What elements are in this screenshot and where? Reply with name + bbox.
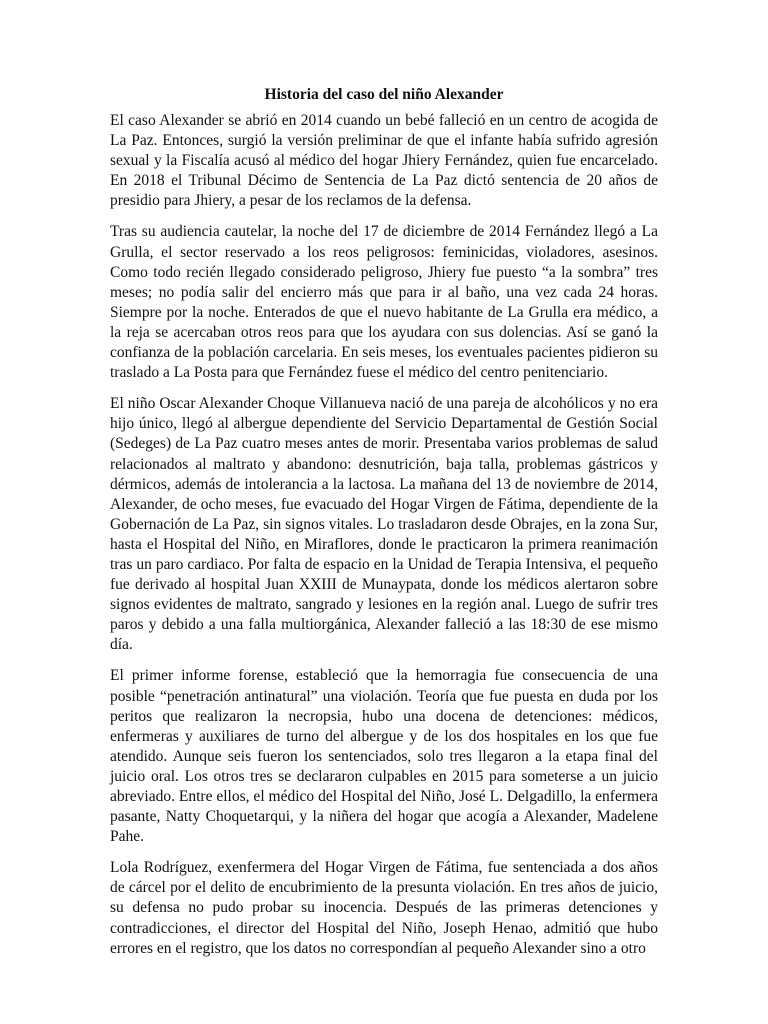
document-title: Historia del caso del niño Alexander: [264, 86, 504, 103]
paragraph-2: Tras su audiencia cautelar, la noche del 17 de diciembre de 2014 Fernández llegó a La Grulla, el sector reservado a los reos peligrosos: feminicidas, violadores, asesinos. Como todo recién llegado considerado peligroso, Jhiery fue puesto “a la sombra” tres meses; no podía salir del encierro más que para ir al baño, una vez cada 24 horas. Siempre por la noche. Enterados de que el nuevo habitante de La Grulla era médico, a la reja se acercaban otros reos para que los ayudara con sus dolencias. Así se ganó la confianza de la población carcelaria. En seis meses, los eventuales pacientes pidieron su traslado a La Posta para que Fernández fuese el médico del centro penitenciario.: [110, 223, 658, 382]
paragraph-1: El caso Alexander se abrió en 2014 cuando un bebé falleció en un centro de acogida de La Paz. Entonces, surgió la versión preliminar de que el infante había sufrido agresión sexual y la Fiscalía acusó al médico del hogar Jhiery Fernández, quien fue encarcelado. En 2018 el Tribunal Décimo de Sentencia de La Paz dictó sentencia de 20 años de presidio para Jhiery, a pesar de los reclamos de la defensa.: [110, 112, 658, 210]
paragraph-5: Lola Rodríguez, exenfermera del Hogar Virgen de Fátima, fue sentenciada a dos años de cárcel por el delito de encubrimiento de la presunta violación. En tres años de juicio, su defensa no pudo probar su inocencia. Después de las primeras detenciones y contradicciones, el director del Hospital del Niño, Joseph Henao, admitió que hubo errores en el registro, que los datos no correspondían al pequeño Alexander sino a otro: [110, 859, 658, 957]
paragraph-4: El primer informe forense, estableció que la hemorragia fue consecuencia de una posible “penetración antinatural” una violación. Teoría que fue puesta en duda por los peritos que realizaron la necropsia, hubo una docena de detenciones: médicos, enfermeras y auxiliares de turno del albergue y de los dos hospitales en los que fue atendido. Aunque seis fueron los sentenciados, solo tres llegaron a la etapa final del juicio oral. Los otros tres se declararon culpables en 2015 para someterse a un juicio abreviado. Entre ellos, el médico del Hospital del Niño, José L. Delgadillo, la enfermera pasante, Natty Choquetarqui, y la niñera del hogar que acogía a Alexander, Madelene Pahe.: [110, 667, 658, 846]
document-page: [110, 85, 658, 970]
paragraph-3: El niño Oscar Alexander Choque Villanueva nació de una pareja de alcohólicos y no era hijo único, llegó al albergue dependiente del Servicio Departamental de Gestión Social (Sedeges) de La Paz cuatro meses antes de morir. Presentaba varios problemas de salud relacionados al maltrato y abandono: desnutrición, baja talla, problemas gástricos y dérmicos, además de intolerancia a la lactosa. La mañana del 13 de noviembre de 2014, Alexander, de ocho meses, fue evacuado del Hogar Virgen de Fátima, dependiente de la Gobernación de La Paz, sin signos vitales. Lo trasladaron desde Obrajes, en la zona Sur, hasta el Hospital del Niño, en Miraflores, donde le practicaron la primera reanimación tras un paro cardiaco. Por falta de espacio en la Unidad de Terapia Intensiva, el pequeño fue derivado al hospital Juan XXIII de Munaypata, donde los médicos alertaron sobre signos evidentes de maltrato, sangrado y lesiones en la región anal. Luego de sufrir tres paros y debido a una falla multiorgánica, Alexander falleció a las 18:30 de ese mismo día.: [110, 395, 658, 654]
